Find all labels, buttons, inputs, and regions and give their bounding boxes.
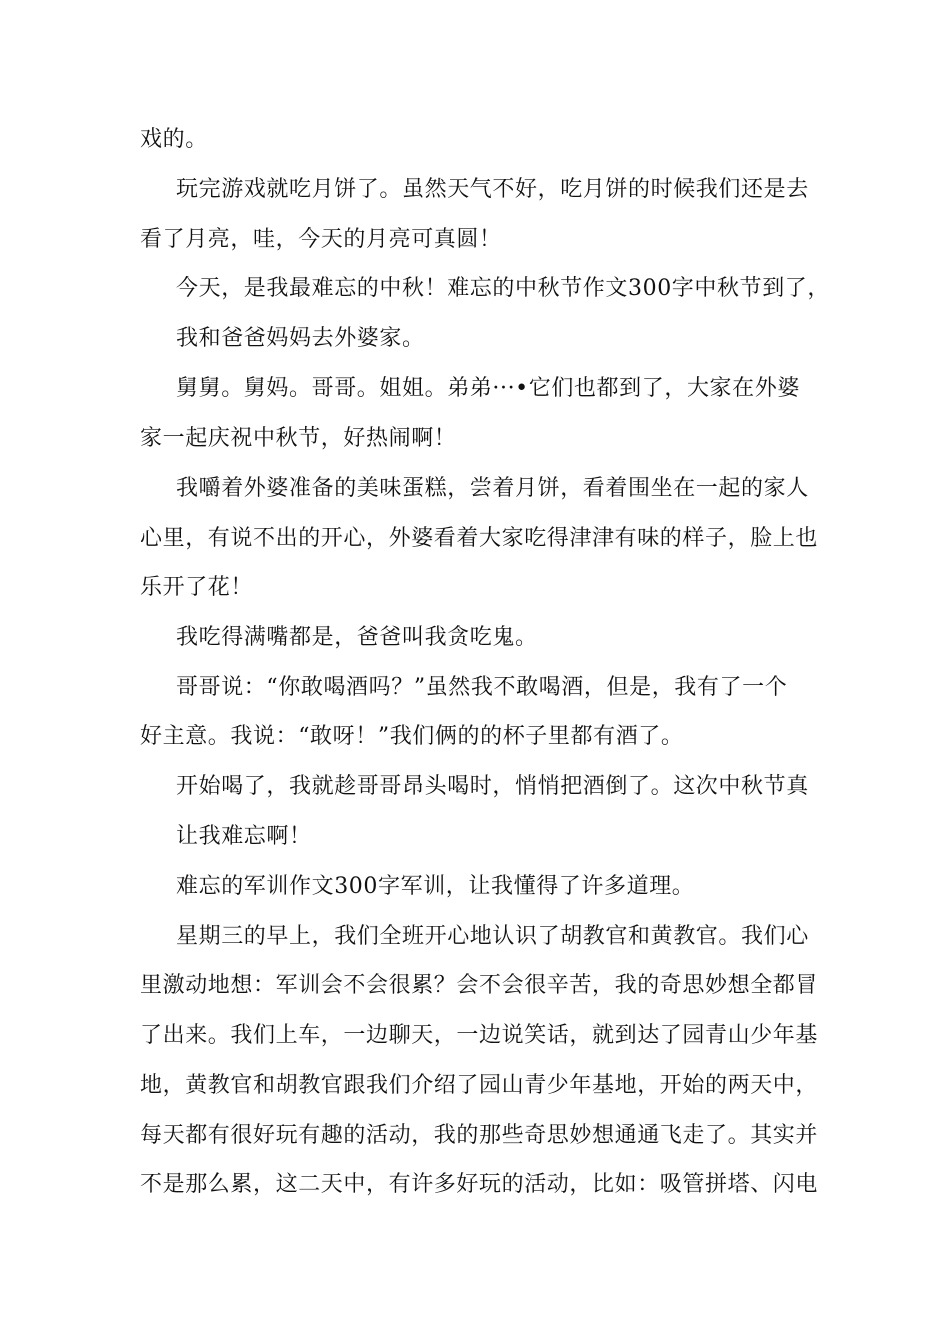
text-line: 好主意。我说：“敢呀！”我们俩的的杯子里都有酒了。 xyxy=(140,724,684,749)
text-line: 心里，有说不出的开心，外婆看着大家吃得津津有味的样子，脸上也 xyxy=(140,526,819,551)
text-line: 里激动地想：军训会不会很累？会不会很辛苦，我的奇思妙想全都冒 xyxy=(140,973,819,998)
text-line: 每天都有很好玩有趣的活动，我的那些奇思妙想通通飞走了。其实并 xyxy=(140,1123,819,1148)
text-line: 了出来。我们上车，一边聊天，一边说笑话，就到达了园青山少年基 xyxy=(140,1023,819,1048)
text-line: 开始喝了，我就趁哥哥昂头喝时，悄悄把酒倒了。这次中秋节真 xyxy=(176,774,809,799)
text-line: 难忘的军训作文300字军训，让我懂得了许多道理。 xyxy=(176,874,695,899)
text-line: 乐开了花！ xyxy=(140,575,254,600)
text-line: 今天，是我最难忘的中秋！难忘的中秋节作文300字中秋节到了， xyxy=(176,276,830,301)
text-line: 舅舅。舅妈。哥哥。姐姐。弟弟···•它们也都到了，大家在外婆 xyxy=(176,376,800,401)
text-line: 让我难忘啊！ xyxy=(176,824,312,849)
text-line: 星期三的早上，我们全班开心地认识了胡教官和黄教官。我们心 xyxy=(176,924,809,949)
text-line: 我嚼着外婆准备的美味蛋糕，尝着月饼，看着围坐在一起的家人 xyxy=(176,476,809,501)
text-line: 地，黄教官和胡教官跟我们介绍了园山青少年基地，开始的两天中， xyxy=(140,1073,819,1098)
text-line: 家一起庆祝中秋节，好热闹啊！ xyxy=(140,426,457,451)
text-line: 哥哥说：“你敢喝酒吗？”虽然我不敢喝酒，但是，我有了一个 xyxy=(176,675,788,700)
text-line: 戏的。 xyxy=(140,127,208,152)
text-line: 我和爸爸妈妈去外婆家。 xyxy=(176,326,425,351)
text-line: 看了月亮，哇，今天的月亮可真圆！ xyxy=(140,227,502,252)
text-line: 玩完游戏就吃月饼了。虽然天气不好，吃月饼的时候我们还是去 xyxy=(176,177,809,202)
text-line: 我吃得满嘴都是，爸爸叫我贪吃鬼。 xyxy=(176,625,538,650)
text-line: 不是那么累，这二天中，有许多好玩的活动，比如：吸管拼塔、闪电 xyxy=(140,1172,819,1197)
